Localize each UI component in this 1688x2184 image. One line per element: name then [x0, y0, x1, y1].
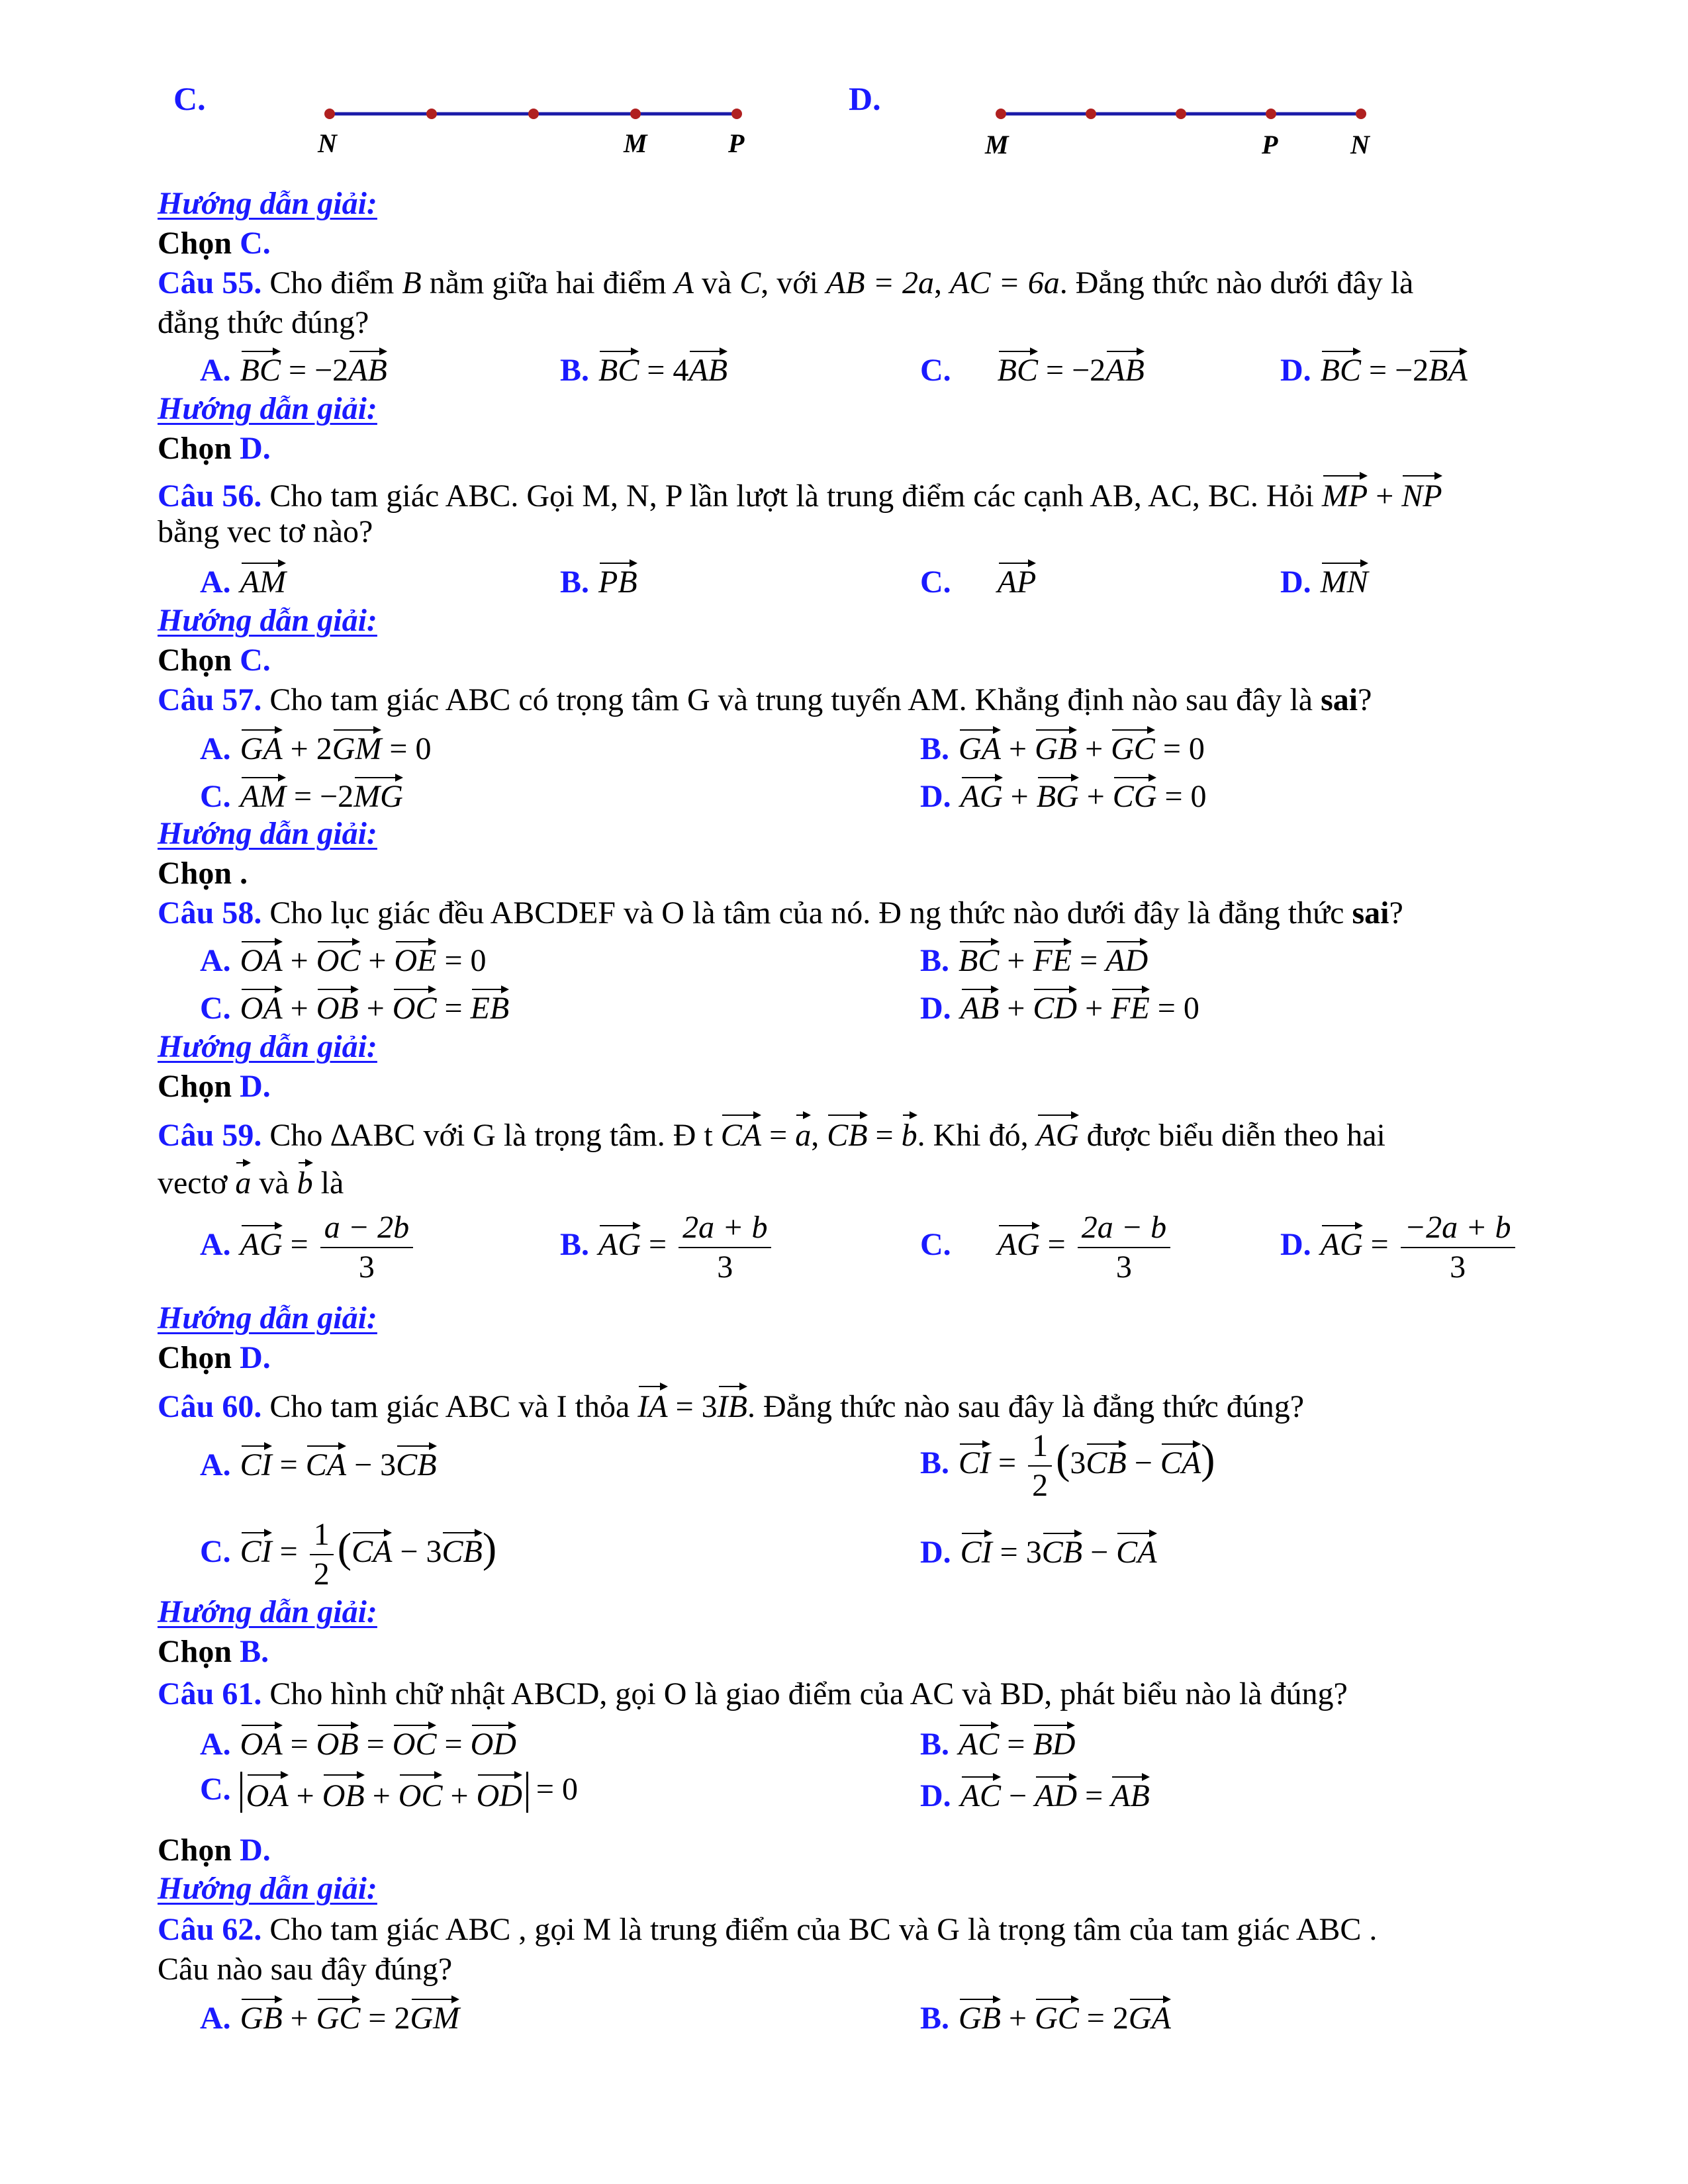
option-b: B. GA + GB + GC = 0	[920, 727, 1205, 767]
option-b: B. BC + FE = AD	[920, 938, 1148, 979]
answer-line: Chọn C.	[158, 643, 271, 678]
answer-line: Chọn D.	[158, 1069, 271, 1104]
question-58: Câu 58. Cho lục giác đều ABCDEF và O là tâm của nó. Đ ng thức nào dưới đây là đẳng thức sai?	[158, 895, 1403, 931]
question-57: Câu 57. Cho tam giác ABC có trọng tâm G và trung tuyến AM. Khẳng định nào sau đây là sai?	[158, 682, 1372, 717]
tick-dot	[426, 109, 437, 119]
option-b: B. AC = BD	[920, 1722, 1075, 1762]
option-d: D. AG = $\frac{-2a + b}{3}$	[1280, 1208, 1519, 1287]
option-b: B. AG = $\frac{2a + b}{3}$	[560, 1208, 775, 1287]
tick-dot	[1176, 109, 1186, 119]
point-n-dot	[1356, 109, 1366, 119]
question-56-cont: bằng vec tơ nào?	[158, 514, 373, 549]
guide-heading: Hướng dẫn giải:	[158, 1594, 377, 1629]
question-59-cont: vectơ a và b là	[158, 1160, 344, 1203]
option-a: A. AG = $\frac{a - 2b}{3}$	[200, 1208, 417, 1287]
point-label: N	[1350, 130, 1370, 159]
option-b: B. PB	[560, 560, 637, 600]
option-d: D. MN	[1280, 560, 1368, 600]
question-61: Câu 61. Cho hình chữ nhật ABCD, gọi O là giao điểm của AC và BD, phát biểu nào là đúng?	[158, 1676, 1348, 1711]
answer-line: Chọn D.	[158, 1340, 271, 1375]
option-c: C. OA + OB + OC = EB	[200, 986, 509, 1026]
option-a: A. OA = OB = OC = OD	[200, 1722, 516, 1762]
answer-line: Chọn D.	[158, 1833, 271, 1868]
option-a: A. BC = −2AB	[200, 348, 387, 388]
option-c: C. BC = −2AB	[920, 348, 1145, 388]
point-p-dot	[731, 109, 742, 119]
question-55-cont: đẳng thức đúng?	[158, 305, 369, 340]
tick-dot	[528, 109, 539, 119]
answer-line: Chọn .	[158, 856, 248, 891]
guide-heading: Hướng dẫn giải:	[158, 816, 377, 851]
guide-heading: Hướng dẫn giải:	[158, 1300, 377, 1336]
guide-heading: Hướng dẫn giải:	[158, 1029, 377, 1064]
option-c: C. AM = −2MG	[200, 774, 403, 815]
segment-figure-d	[966, 93, 1443, 165]
option-c: C. OA + OB + OC + OD = 0	[200, 1771, 578, 1813]
option-d: D. BC = −2BA	[1280, 348, 1468, 388]
option-d: D. AB + CD + FE = 0	[920, 986, 1199, 1026]
tick-dot	[1086, 109, 1096, 119]
question-62-cont: Câu nào sau đây đúng?	[158, 1952, 453, 1987]
option-a: A. OA + OC + OE = 0	[200, 938, 487, 979]
fig-c-label: C.	[173, 80, 206, 117]
question-59: Câu 59. Cho ∆ABC với G là trọng tâm. Đ t CA = a, CB = b. Khi đó, AG được biểu diễn theo hai	[158, 1112, 1385, 1156]
point-label: P	[728, 128, 745, 158]
option-b: B. CI = $\frac{1}{2}$ (3CB − CA)	[920, 1428, 1215, 1503]
option-a: A. GA + 2GM = 0	[200, 727, 431, 767]
option-c: C. AG = $\frac{2a - b}{3}$	[920, 1208, 1174, 1287]
guide-heading: Hướng dẫn giải:	[158, 391, 377, 426]
option-a: A. AM	[200, 560, 286, 600]
point-label: M	[985, 130, 1009, 159]
option-a: A. GB + GC = 2GM	[200, 1996, 459, 2036]
point-m-dot	[630, 109, 641, 119]
option-a: A. CI = CA − 3CB	[200, 1443, 437, 1483]
fig-d-label: D.	[849, 80, 881, 117]
question-56: Câu 56. Cho tam giác ABC. Gọi M, N, P lần lượt là trung điểm các cạnh AB, AC, BC. Hỏi MP + NP	[158, 473, 1442, 516]
guide-heading: Hướng dẫn giải:	[158, 186, 377, 221]
option-c: C. CI = $\frac{1}{2}$ (CA − 3CB)	[200, 1517, 497, 1592]
point-p-dot	[1266, 109, 1276, 119]
point-label: N	[318, 128, 337, 158]
guide-heading: Hướng dẫn giải:	[158, 603, 377, 638]
option-d: D. AC − AD = AB	[920, 1774, 1150, 1814]
question-62: Câu 62. Cho tam giác ABC , gọi M là trung điểm của BC và G là trọng tâm của tam giác ABC .	[158, 1912, 1378, 1947]
option-d: D. AG + BG + CG = 0	[920, 774, 1207, 815]
answer-line: Chọn D.	[158, 431, 271, 466]
option-b: B. GB + GC = 2GA	[920, 1996, 1171, 2036]
point-label: P	[1262, 130, 1278, 159]
answer-line: Chọn B.	[158, 1634, 269, 1669]
option-b: B. BC = 4AB	[560, 348, 727, 388]
point-m-dot	[996, 109, 1006, 119]
answer-line: Chọn C.	[158, 226, 271, 261]
option-c: C. AP	[920, 560, 1036, 600]
point-n-dot	[324, 109, 335, 119]
option-d: D. CI = 3CB − CA	[920, 1530, 1157, 1570]
segment-figure-c	[291, 93, 768, 165]
point-label: M	[624, 128, 647, 158]
guide-heading: Hướng dẫn giải:	[158, 1871, 377, 1906]
question-55: Câu 55. Cho điểm B nằm giữa hai điểm A và C, với AB = 2a, AC = 6a. Đẳng thức nào dưới đây là	[158, 265, 1414, 300]
question-60: Câu 60. Cho tam giác ABC và I thỏa IA = 3IB. Đẳng thức nào sau đây là đẳng thức đúng?	[158, 1383, 1304, 1427]
